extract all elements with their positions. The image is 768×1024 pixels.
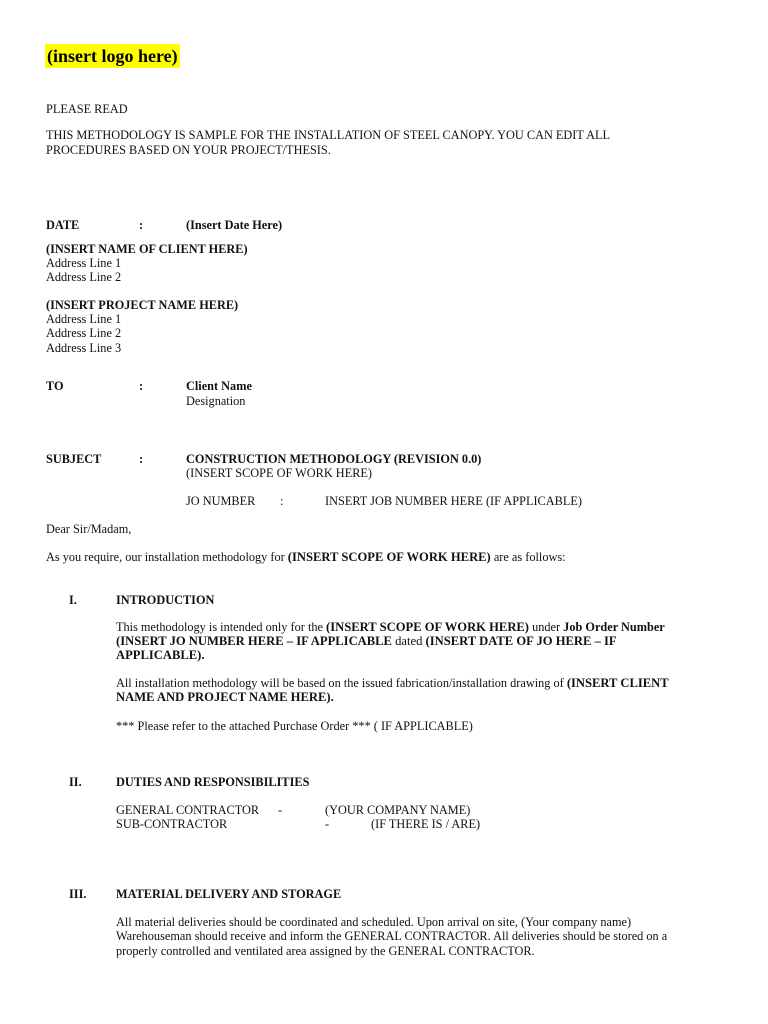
intro-paragraph-1-line-2 bbox=[116, 634, 617, 648]
delivery-paragraph-line: All material deliveries should be coordinated and scheduled. Upon arrival on site, (Your company name) bbox=[116, 915, 632, 929]
subject-scope: (INSERT SCOPE OF WORK HERE) bbox=[186, 466, 373, 480]
notice-line-2: PROCEDURES BASED ON YOUR PROJECT/THESIS. bbox=[46, 143, 331, 157]
client-name: (INSERT NAME OF CLIENT HERE) bbox=[46, 242, 248, 256]
intro-scope-placeholder: (INSERT SCOPE OF WORK HERE) bbox=[287, 550, 491, 564]
subject-label: SUBJECT bbox=[46, 452, 102, 466]
paragraph-text: dated bbox=[391, 634, 426, 648]
section-number: III. bbox=[69, 887, 87, 901]
purchase-order-note: *** Please refer to the attached Purchase Order *** ( IF APPLICABLE) bbox=[116, 719, 473, 733]
logo-placeholder: (insert logo here) bbox=[47, 46, 178, 66]
client-address-line: Address Line 1 bbox=[46, 256, 122, 270]
subject-title: CONSTRUCTION METHODOLOGY (REVISION 0.0) bbox=[186, 452, 482, 466]
project-name: (INSERT PROJECT NAME HERE) bbox=[46, 298, 239, 312]
section-number: I. bbox=[69, 593, 77, 607]
sub-contractor-label: SUB-CONTRACTOR bbox=[116, 817, 228, 831]
date-colon: : bbox=[139, 218, 144, 232]
jo-number-colon: : bbox=[280, 494, 284, 508]
jo-number-value: INSERT JOB NUMBER HERE (IF APPLICABLE) bbox=[325, 494, 582, 508]
jo-number-placeholder: (INSERT JO NUMBER HERE – IF APPLICABLE bbox=[116, 634, 392, 648]
delivery-paragraph-line: properly controlled and ventilated area assigned by the GENERAL CONTRACTOR. bbox=[116, 944, 535, 958]
to-label: TO bbox=[46, 379, 64, 393]
job-order-number-label: Job Order Number bbox=[563, 620, 665, 634]
to-client-name: Client Name bbox=[186, 379, 252, 393]
intro-paragraph-2-line-1 bbox=[116, 676, 669, 690]
section-title-duties: DUTIES AND RESPONSIBILITIES bbox=[116, 775, 310, 789]
subject-colon: : bbox=[139, 452, 144, 466]
notice-line-1: THIS METHODOLOGY IS SAMPLE FOR THE INSTALLATION OF STEEL CANOPY. YOU CAN EDIT ALL bbox=[46, 128, 610, 142]
to-designation: Designation bbox=[186, 394, 246, 408]
intro-text: As you require, our installation methodology for bbox=[46, 550, 288, 564]
jo-date-placeholder: (INSERT DATE OF JO HERE – IF bbox=[425, 634, 617, 648]
notice-heading: PLEASE READ bbox=[46, 102, 128, 116]
client-placeholder: (INSERT CLIENT bbox=[566, 676, 669, 690]
sub-contractor-dash: - bbox=[325, 817, 330, 831]
project-address-line: Address Line 1 bbox=[46, 312, 122, 326]
paragraph-text: under bbox=[529, 620, 564, 634]
scope-placeholder: (INSERT SCOPE OF WORK HERE) bbox=[326, 620, 530, 634]
date-value: (Insert Date Here) bbox=[186, 218, 283, 232]
delivery-paragraph-line: Warehouseman should receive and inform the GENERAL CONTRACTOR. All deliveries should be stored on a bbox=[116, 929, 668, 943]
jo-number-label: JO NUMBER bbox=[186, 494, 256, 508]
intro-text: are as follows: bbox=[490, 550, 566, 564]
client-address-line: Address Line 2 bbox=[46, 270, 122, 284]
to-colon: : bbox=[139, 379, 144, 393]
intro-paragraph-2-line-2: NAME AND PROJECT NAME HERE). bbox=[116, 690, 334, 704]
salutation: Dear Sir/Madam, bbox=[46, 522, 132, 536]
paragraph-text: This methodology is intended only for the bbox=[116, 620, 327, 634]
date-label: DATE bbox=[46, 218, 80, 232]
paragraph-text: All installation methodology will be based on the issued fabrication/installation drawing of bbox=[116, 676, 567, 690]
section-number: II. bbox=[69, 775, 82, 789]
intro-paragraph-1-line-3: APPLICABLE). bbox=[116, 648, 205, 662]
general-contractor-value: (YOUR COMPANY NAME) bbox=[325, 803, 471, 817]
section-title-introduction: INTRODUCTION bbox=[116, 593, 215, 607]
intro-paragraph-1-line-1 bbox=[116, 620, 665, 634]
intro-sentence bbox=[46, 550, 566, 564]
project-address-line: Address Line 3 bbox=[46, 341, 122, 355]
general-contractor-dash: - bbox=[278, 803, 283, 817]
section-title-material-delivery: MATERIAL DELIVERY AND STORAGE bbox=[116, 887, 342, 901]
general-contractor-label: GENERAL CONTRACTOR bbox=[116, 803, 260, 817]
project-address-line: Address Line 2 bbox=[46, 326, 122, 340]
sub-contractor-value: (IF THERE IS / ARE) bbox=[371, 817, 481, 831]
